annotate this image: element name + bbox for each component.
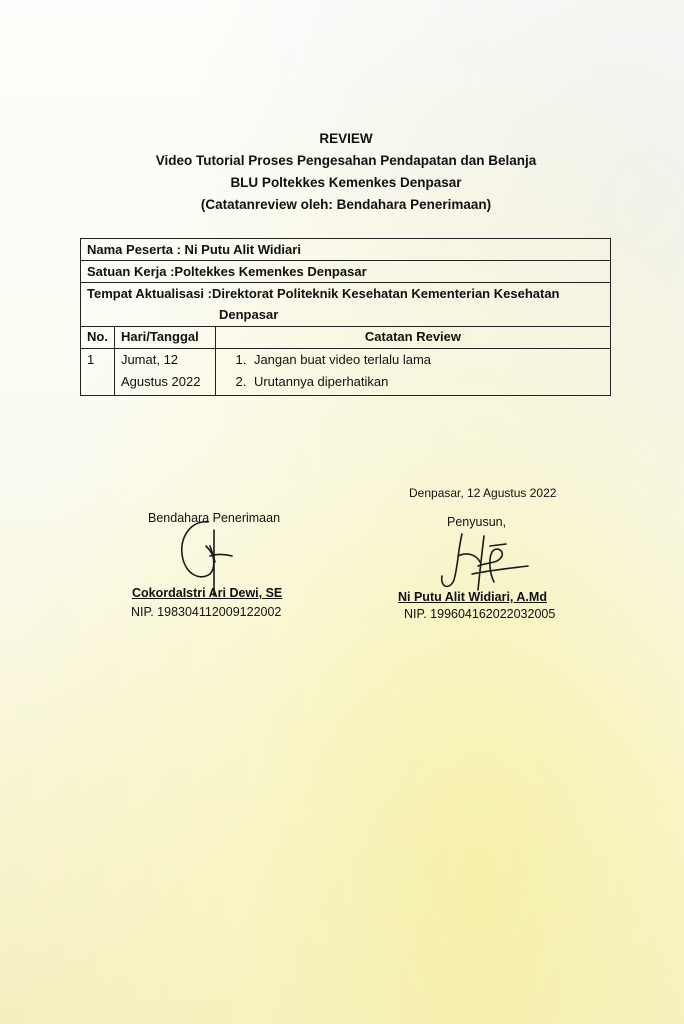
cell-date-line2: Agustus 2022 (120, 374, 201, 389)
left-signer-role: Bendahara Penerimaan (148, 511, 281, 525)
participant-row (81, 239, 611, 261)
right-signer-nip: NIP. 199604162022032005 (404, 607, 556, 621)
header-date: Hari/Tanggal (114, 327, 215, 349)
location-line2: Denpasar (219, 307, 279, 322)
title-subject: Video Tutorial Proses Pengesahan Pendapatan dan Belanja (155, 153, 537, 168)
header-no: No. (81, 327, 115, 349)
cell-date (114, 349, 215, 396)
list-item: 1. Jangan buat video terlalu lama (250, 349, 604, 371)
table-header-row (81, 327, 611, 349)
cell-no: 1 (81, 349, 115, 396)
location-row (81, 283, 611, 327)
right-signer-role: Penyusun, (447, 515, 507, 529)
document-title-block (0, 128, 684, 216)
title-institution: BLU Poltekkes Kemenkes Denpasar (230, 175, 462, 190)
header-notes: Catatan Review (215, 327, 610, 349)
location-line1: Tempat Aktualisasi :Direktorat Politeknik Kesehatan Kementerian Kesehatan (87, 286, 560, 301)
signing-date: Denpasar, 12 Agustus 2022 (409, 486, 557, 500)
title-review: REVIEW (319, 131, 373, 146)
title-reviewer-note: (Catatanreview oleh: Bendahara Penerimaan) (200, 197, 492, 212)
right-signer-name: Ni Putu Alit Widiari, A.Md (398, 590, 547, 604)
cell-date-line1: Jumat, 12 (120, 352, 179, 367)
work-unit: Satuan Kerja :Poltekkes Kemenkes Denpasar (81, 261, 611, 283)
participant-name: Nama Peserta : Ni Putu Alit Widiari (81, 239, 611, 261)
left-signer-name: CokordaIstri Ari Dewi, SE (132, 586, 283, 600)
cell-notes (215, 349, 610, 396)
review-table (80, 238, 611, 396)
work-unit-row (81, 261, 611, 283)
left-signer-nip: NIP. 198304112009122002 (131, 605, 282, 619)
list-item: 2. Urutannya diperhatikan (250, 371, 604, 393)
notes-list (222, 349, 604, 393)
table-row (81, 349, 611, 396)
